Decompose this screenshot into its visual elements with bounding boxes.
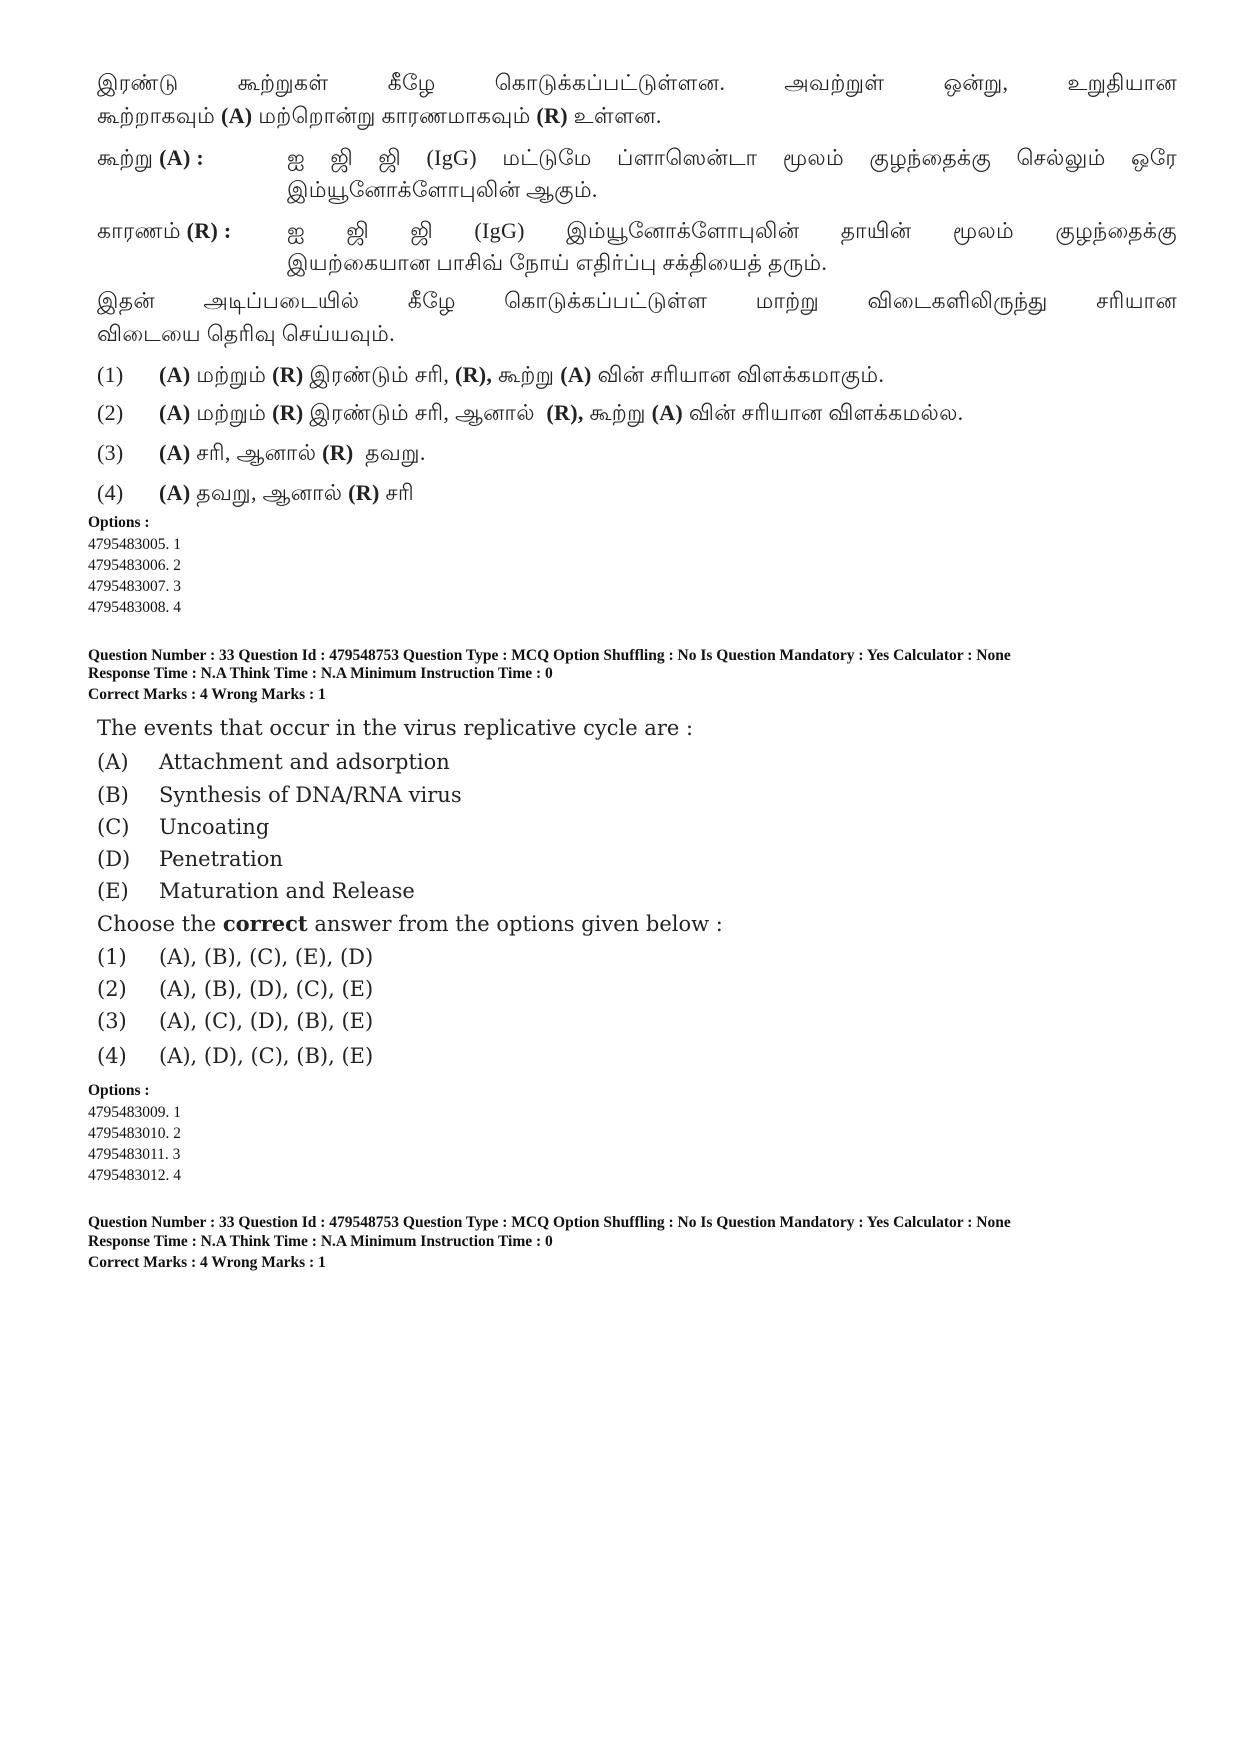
meta-line-1: Question Number : 33 Question Id : 479548753 Question Type : MCQ Option Shuffling : No Is Question Mandatory : Yes Calculator : None <box>88 647 1011 664</box>
text: சரி <box>385 480 415 505</box>
label: (R) <box>322 440 354 465</box>
option-id: 4795483012. 4 <box>88 1167 181 1184</box>
label: (R) <box>348 480 380 505</box>
choice-4 <box>97 480 414 509</box>
text: மற்றொன்று காரணமாகவும் <box>258 103 531 128</box>
event-label: (B) <box>97 783 129 807</box>
text: தவறு, ஆனால் <box>196 480 343 505</box>
choice-number: (4) <box>97 480 124 505</box>
choice-4 <box>97 1044 373 1068</box>
option-id: 4795483010. 2 <box>88 1125 181 1142</box>
event-label: (D) <box>97 847 131 871</box>
event-label: (E) <box>97 879 129 903</box>
event-text: Penetration <box>159 847 283 871</box>
choice-3 <box>97 1009 373 1033</box>
text-bold: correct <box>222 911 308 936</box>
choice-2 <box>97 400 963 429</box>
text: உள்ளன. <box>573 103 662 128</box>
text: காரணம் <box>97 218 181 243</box>
choice-number: (4) <box>97 1044 127 1068</box>
choice-text: (A), (D), (C), (B), (E) <box>159 1044 374 1068</box>
meta-line-1: Question Number : 33 Question Id : 479548753 Question Type : MCQ Option Shuffling : No Is Question Mandatory : Yes Calculator : None <box>88 1214 1011 1231</box>
text: கூற்று <box>97 145 154 170</box>
label: (R), <box>546 400 584 425</box>
choice-1 <box>97 362 884 391</box>
label: (A) <box>159 362 191 387</box>
text: கூற்றாகவும் <box>97 103 216 128</box>
options-label: Options : <box>88 1082 150 1099</box>
option-id: 4795483005. 1 <box>88 536 181 553</box>
text: கூற்று <box>589 400 646 425</box>
text: இரண்டும் சரி, <box>309 362 450 387</box>
option-id: 4795483011. 3 <box>88 1146 181 1163</box>
choice-number: (2) <box>97 977 127 1001</box>
label: (A) <box>651 400 684 425</box>
reason-label <box>97 218 232 247</box>
label: (A) <box>560 362 592 387</box>
options-label: Options : <box>88 514 150 531</box>
instruction-line-1: இதன் அடிப்படையில் கீழே கொடுக்கப்பட்டுள்ள மாற்று விடைகளிலிருந்து சரியான <box>97 288 1177 313</box>
text: இரண்டும் சரி, ஆனால் <box>309 400 535 425</box>
choose-instruction <box>97 911 723 936</box>
reason-line-2: இயற்கையான பாசிவ் நோய் எதிர்ப்பு சக்தியைத் தரும். <box>287 250 828 275</box>
choice-number: (3) <box>97 1009 127 1033</box>
event-a <box>97 750 450 774</box>
text: மற்றும் <box>196 400 267 425</box>
text: Choose the <box>97 912 217 936</box>
label-a: (A) : <box>159 145 205 170</box>
choice-3 <box>97 440 426 469</box>
text: வின் சரியான விளக்கமல்ல. <box>688 400 964 425</box>
meta-line-2: Response Time : N.A Think Time : N.A Minimum Instruction Time : 0 <box>88 1233 553 1250</box>
option-id: 4795483007. 3 <box>88 578 181 595</box>
option-id: 4795483008. 4 <box>88 599 181 616</box>
choice-number: (1) <box>97 945 127 969</box>
event-text: Uncoating <box>159 815 270 839</box>
event-label: (C) <box>97 815 130 839</box>
choice-text: (A), (B), (D), (C), (E) <box>159 977 374 1001</box>
text: தவறு. <box>365 440 426 465</box>
meta-line-2: Response Time : N.A Think Time : N.A Minimum Instruction Time : 0 <box>88 665 553 682</box>
event-label: (A) <box>97 750 129 774</box>
choice-2 <box>97 977 373 1001</box>
label-r: (R) <box>536 103 568 128</box>
text: சரி, ஆனால் <box>196 440 317 465</box>
option-id: 4795483006. 2 <box>88 557 181 574</box>
label: (A) <box>159 480 191 505</box>
choice-number: (3) <box>97 440 124 465</box>
assertion-label <box>97 145 204 174</box>
text: வின் சரியான விளக்கமாகும். <box>597 362 885 387</box>
reason-line-1: ஐ ஜி ஜி (IgG) இம்யூனோக்ளோபுலின் தாயின் மூலம் குழந்தைக்கு <box>287 218 1177 243</box>
choice-1 <box>97 945 373 969</box>
event-text: Synthesis of DNA/RNA virus <box>159 783 462 807</box>
assertion-line-1: ஐ ஜி ஜி (IgG) மட்டுமே ப்ளாஸென்டா மூலம் குழந்தைக்கு செல்லும் ஒரே <box>287 145 1177 170</box>
option-id: 4795483009. 1 <box>88 1104 181 1121</box>
label-a: (A) <box>220 103 253 128</box>
event-d <box>97 847 283 871</box>
event-e <box>97 879 415 903</box>
text: கூற்று <box>498 362 555 387</box>
label: (R) <box>272 362 304 387</box>
label: (R), <box>454 362 493 387</box>
choice-number: (1) <box>97 362 124 387</box>
label-r: (R) : <box>186 218 232 243</box>
label: (R) <box>272 400 304 425</box>
label: (A) <box>159 400 191 425</box>
intro-line-2 <box>97 103 662 132</box>
intro-line-1: இரண்டு கூற்றுகள் கீழே கொடுக்கப்பட்டுள்ளன. அவற்றுள் ஒன்று, உறுதியான <box>97 70 1177 95</box>
event-c <box>97 815 269 839</box>
text: மற்றும் <box>196 362 267 387</box>
choice-text: (A), (B), (C), (E), (D) <box>159 945 374 969</box>
instruction-line-2: விடையை தெரிவு செய்யவும். <box>97 321 395 346</box>
choice-text: (A), (C), (D), (B), (E) <box>159 1009 374 1033</box>
question-stem: The events that occur in the virus replicative cycle are : <box>97 716 694 740</box>
text: answer from the options given below : <box>314 912 723 936</box>
meta-line-3: Correct Marks : 4 Wrong Marks : 1 <box>88 686 326 703</box>
assertion-line-2: இம்யூனோக்ளோபுலின் ஆகும். <box>287 177 598 202</box>
choice-number: (2) <box>97 400 124 425</box>
label: (A) <box>159 440 191 465</box>
event-text: Maturation and Release <box>159 879 415 903</box>
event-text: Attachment and adsorption <box>159 750 450 774</box>
event-b <box>97 783 462 807</box>
meta-line-3: Correct Marks : 4 Wrong Marks : 1 <box>88 1254 326 1271</box>
